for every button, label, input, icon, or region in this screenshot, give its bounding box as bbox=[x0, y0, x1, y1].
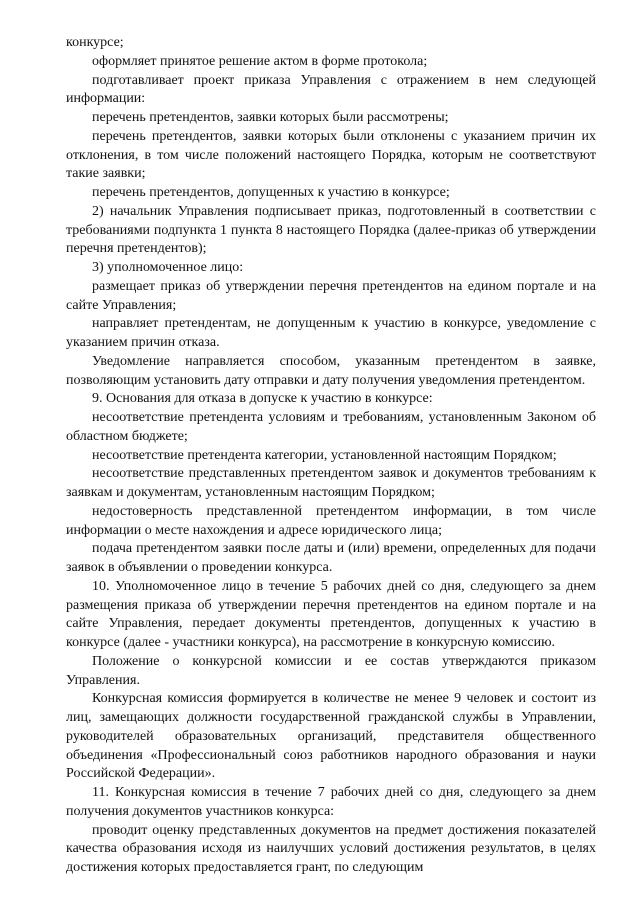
paragraph: оформляет принятое решение актом в форме протокола; bbox=[92, 53, 428, 69]
paragraph: Положение о конкурсной комиссии и ее состав утверждаются приказом Управления. bbox=[66, 653, 596, 688]
paragraph: размещает приказ об утверждении перечня претендентов на едином портале и на сайте Управления; bbox=[66, 278, 596, 313]
paragraph: несоответствие претендента категории, установленной настоящим Порядком; bbox=[92, 447, 557, 463]
paragraph: недостоверность представленной претендентом информации, в том числе информации о месте нахождения и адресе юридического лица; bbox=[66, 503, 596, 538]
paragraph: подготавливает проект приказа Управления с отражением в нем следующей информации: bbox=[66, 72, 596, 107]
paragraph: 10. Уполномоченное лицо в течение 5 рабочих дней со дня, следующего за днем размещения приказа об утверждении перечня претендентов на едином портале и на сайте Управления, передает документы претендентов, допущенных к участию в конкурсе (далее - участники конкурса), на рассмотрение в конкурсную комиссию. bbox=[66, 578, 596, 650]
paragraph: перечень претендентов, допущенных к участию в конкурсе; bbox=[92, 185, 450, 200]
paragraph: Уведомление направляется способом, указанным претендентом в заявке, позволяющим установить дату отправки и дату получения уведомления претендентом. bbox=[66, 353, 596, 388]
paragraph: перечень претендентов, заявки которых были рассмотрены; bbox=[92, 110, 449, 125]
paragraph: несоответствие претендента условиям и требованиям, установленным Законом об областном бюджете; bbox=[66, 410, 596, 444]
paragraph: 11. Конкурсная комиссия в течение 7 рабочих дней со дня, следующего за днем получения документов участников конкурса: bbox=[66, 785, 596, 819]
paragraph: проводит оценку представленных документов на предмет достижения показателей качества образования исходя из наилучших условий достижения результатов, в целях достижения которых предоставляется грант, по следующим bbox=[66, 822, 596, 875]
paragraph: направляет претендентам, не допущенным к участию в конкурсе, уведомление с указанием причин отказа. bbox=[66, 316, 596, 350]
paragraph: 9. Основания для отказа в допуске к участию в конкурсе: bbox=[92, 391, 433, 407]
paragraph: 3) уполномоченное лицо: bbox=[92, 260, 244, 275]
paragraph: подача претендентом заявки после даты и (или) времени, определенных для подачи заявок в объявлении о проведении конкурса. bbox=[66, 541, 596, 575]
paragraph: конкурсе; bbox=[66, 35, 124, 50]
paragraph: перечень претендентов, заявки которых были отклонены с указанием причин их отклонения, в том числе положений настоящего Порядка, которым не соответствуют такие заявки; bbox=[66, 128, 596, 182]
paragraph: несоответствие представленных претендентом заявок и документов требованиям к заявкам и документам, установленным настоящим Порядком; bbox=[66, 466, 596, 500]
paragraph: Конкурсная комиссия формируется в количестве не менее 9 человек и состоит из лиц, замещающих должности государственной гражданской службы в Управлении, руководителей образовательных организаций, представителя общественного объединения «Профессиональный союз работников народного образования и науки Российской Федерации». bbox=[66, 691, 596, 782]
document-body bbox=[66, 34, 596, 878]
paragraph: 2) начальник Управления подписывает приказ, подготовленный в соответствии с требованиями подпункта 1 пункта 8 настоящего Порядка (далее-приказ об утверждении перечня претендентов); bbox=[66, 203, 596, 257]
